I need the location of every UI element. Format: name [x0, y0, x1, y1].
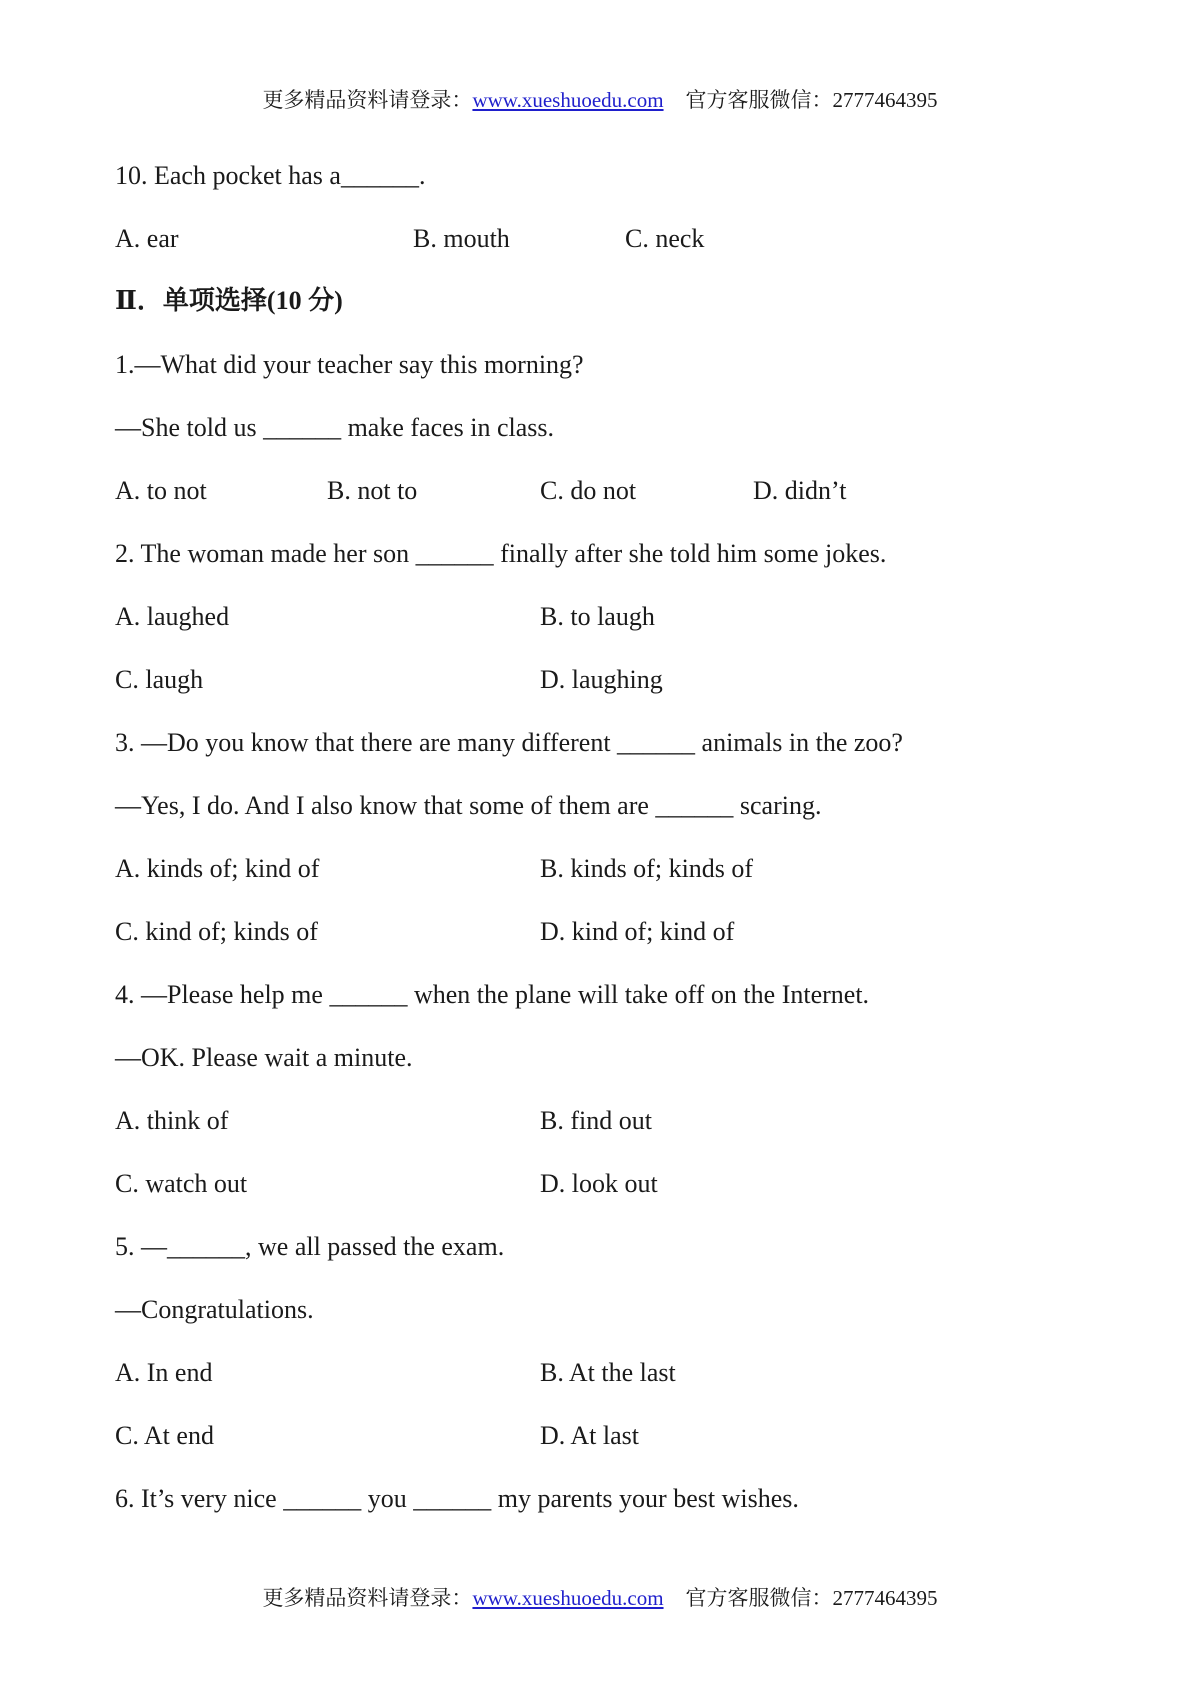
footer-prefix: 更多精品资料请登录： [262, 1586, 473, 1610]
header-service-contact: 官方客服微信：2777464395 [685, 88, 938, 112]
footer-service-contact: 官方客服微信：2777464395 [685, 1586, 938, 1610]
header-prefix: 更多精品资料请登录： [262, 88, 473, 112]
q5-line-1: 5. —______, we all passed the exam. [115, 1232, 505, 1261]
q2-option-d: D. laughing [540, 665, 663, 694]
q6-line-1: 6. It’s very nice ______ you ______ my parents your best wishes. [115, 1484, 799, 1513]
prev-question-stem: 10. Each pocket has a______. [115, 161, 426, 190]
q5-line-2: —Congratulations. [115, 1295, 314, 1324]
section-heading: Ⅱ．单项选择(10 分) [115, 286, 343, 315]
q4-option-a: A. think of [115, 1106, 229, 1135]
q2-option-b: B. to laugh [540, 602, 655, 631]
q1-option-b: B. not to [327, 476, 418, 505]
q3-option-c: C. kind of; kinds of [115, 917, 318, 946]
q5-option-d: D. At last [540, 1421, 639, 1450]
page-header [0, 86, 1200, 114]
q1-line-1: 1.—What did your teacher say this morning? [115, 350, 584, 379]
page-footer [0, 1584, 1200, 1612]
q1-line-2: —She told us ______ make faces in class. [115, 413, 555, 442]
header-website-link[interactable]: www.xueshuoedu.com [472, 88, 664, 112]
q3-line-1: 3. —Do you know that there are many different ______ animals in the zoo? [115, 728, 903, 757]
q1-option-a: A. to not [115, 476, 207, 505]
q3-line-2: —Yes, I do. And I also know that some of them are ______ scaring. [115, 791, 822, 820]
q3-option-d: D. kind of; kind of [540, 917, 735, 946]
q4-line-2: —OK. Please wait a minute. [115, 1043, 413, 1072]
q4-option-d: D. look out [540, 1169, 658, 1198]
q3-option-a: A. kinds of; kind of [115, 854, 320, 883]
q5-option-c: C. At end [115, 1421, 214, 1450]
q4-line-1: 4. —Please help me ______ when the plane will take off on the Internet. [115, 980, 870, 1009]
prev-option-c: C. neck [625, 224, 705, 253]
prev-option-b: B. mouth [413, 224, 510, 253]
q5-option-b: B. At the last [540, 1358, 676, 1387]
footer-website-link[interactable]: www.xueshuoedu.com [472, 1586, 664, 1610]
q1-option-c: C. do not [540, 476, 637, 505]
q5-option-a: A. In end [115, 1358, 213, 1387]
q2-line-1: 2. The woman made her son ______ finally after she told him some jokes. [115, 539, 887, 568]
prev-option-a: A. ear [115, 224, 179, 253]
q2-option-a: A. laughed [115, 602, 230, 631]
q4-option-c: C. watch out [115, 1169, 248, 1198]
q1-option-d: D. didn’t [753, 476, 847, 505]
q2-option-c: C. laugh [115, 665, 204, 694]
q4-option-b: B. find out [540, 1106, 652, 1135]
q3-option-b: B. kinds of; kinds of [540, 854, 754, 883]
